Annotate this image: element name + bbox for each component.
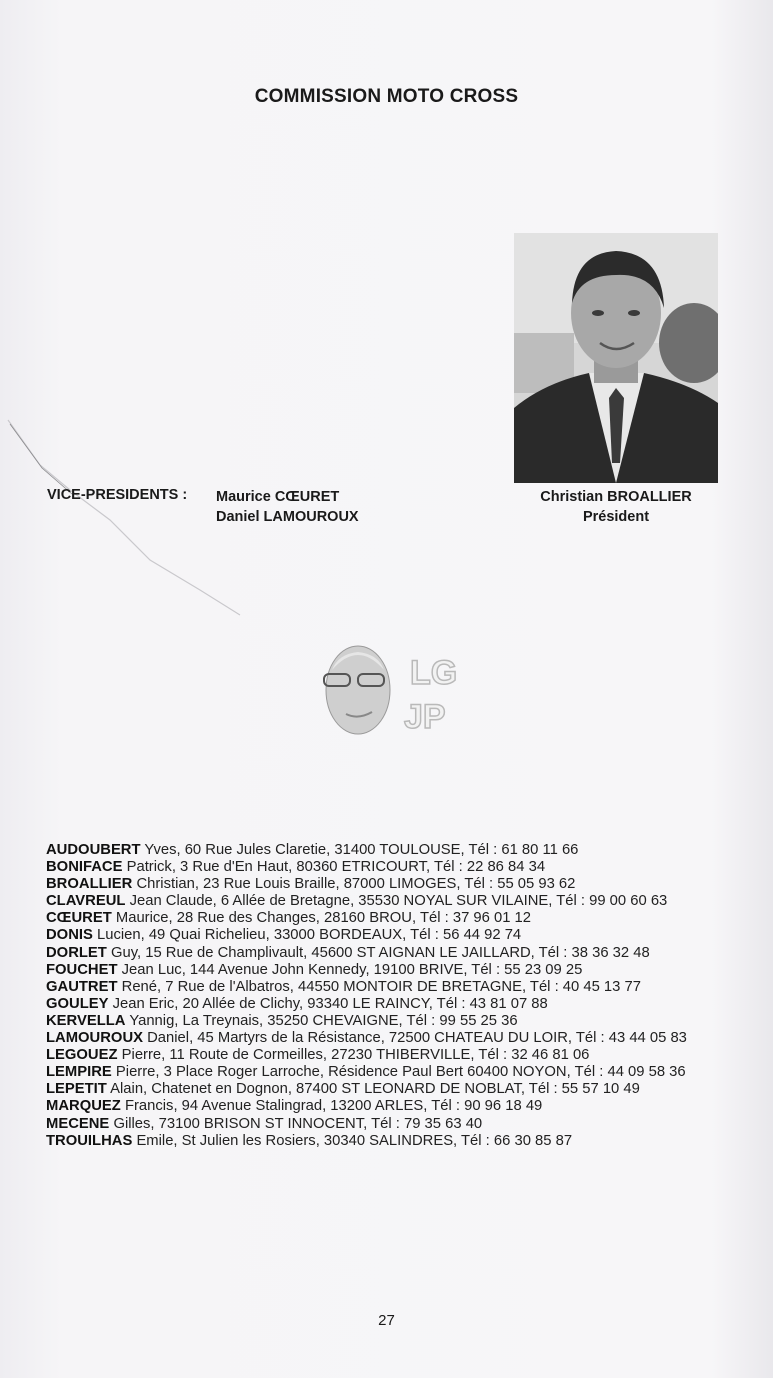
list-item bbox=[46, 979, 726, 996]
member-details: Lucien, 49 Quai Richelieu, 33000 BORDEAUX, Tél : 56 44 92 74 bbox=[97, 927, 522, 944]
member-surname: CŒURET bbox=[46, 910, 112, 927]
member-surname: LEMPIRE bbox=[46, 1064, 112, 1081]
member-surname: LEGOUEZ bbox=[46, 1047, 118, 1064]
list-item bbox=[46, 1081, 726, 1098]
member-details: Christian, 23 Rue Louis Braille, 87000 LIMOGES, Tél : 55 05 93 62 bbox=[136, 876, 576, 893]
member-surname: MARQUEZ bbox=[46, 1098, 121, 1115]
list-item bbox=[46, 1116, 726, 1133]
member-surname: DORLET bbox=[46, 944, 107, 961]
page-title: COMMISSION MOTO CROSS bbox=[254, 86, 519, 107]
list-item bbox=[46, 1133, 726, 1150]
member-surname: DONIS bbox=[46, 927, 93, 944]
member-details: Alain, Chatenet en Dognon, 87400 ST LEONARD DE NOBLAT, Tél : 55 57 10 49 bbox=[110, 1081, 640, 1098]
list-item bbox=[46, 842, 726, 859]
list-item bbox=[46, 945, 726, 962]
member-details: Pierre, 3 Place Roger Larroche, Résidence Paul Bert 60400 NOYON, Tél : 44 09 58 36 bbox=[115, 1064, 686, 1081]
list-item bbox=[46, 1064, 726, 1081]
member-surname: LAMOUROUX bbox=[46, 1030, 143, 1047]
member-details: Gilles, 73100 BRISON ST INNOCENT, Tél : 79 35 63 40 bbox=[113, 1115, 483, 1132]
list-item bbox=[46, 876, 726, 893]
member-list bbox=[46, 842, 726, 1150]
list-item bbox=[46, 1098, 726, 1115]
watermark-jp: JP bbox=[404, 698, 446, 736]
member-surname: AUDOUBERT bbox=[46, 842, 141, 858]
list-item bbox=[46, 893, 726, 910]
member-surname: BROALLIER bbox=[46, 876, 133, 893]
member-details: Francis, 94 Avenue Stalingrad, 13200 ARLES, Tél : 90 96 18 49 bbox=[124, 1098, 543, 1115]
list-item bbox=[46, 859, 726, 876]
list-item bbox=[46, 1047, 726, 1064]
member-details: Patrick, 3 Rue d'En Haut, 80360 ETRICOURT, Tél : 22 86 84 34 bbox=[126, 859, 546, 876]
president-caption bbox=[514, 487, 718, 527]
page-number: 27 bbox=[378, 1312, 395, 1329]
member-surname: KERVELLA bbox=[46, 1012, 126, 1029]
member-surname: GOULEY bbox=[46, 995, 109, 1012]
member-surname: MECENE bbox=[46, 1115, 110, 1132]
president-name: Christian BROALLIER bbox=[540, 489, 692, 505]
vice-president-name: Daniel LAMOUROUX bbox=[216, 509, 359, 525]
member-details: Jean Claude, 6 Allée de Bretagne, 35530 NOYAL SUR VILAINE, Tél : 99 00 60 63 bbox=[129, 893, 668, 910]
member-details: Emile, St Julien les Rosiers, 30340 SALINDRES, Tél : 66 30 85 87 bbox=[136, 1132, 573, 1149]
list-item bbox=[46, 1013, 726, 1030]
list-item bbox=[46, 1030, 726, 1047]
list-item bbox=[46, 927, 726, 944]
member-details: Guy, 15 Rue de Champlivault, 45600 ST AIGNAN LE JAILLARD, Tél : 38 36 32 48 bbox=[110, 944, 650, 961]
list-item bbox=[46, 996, 726, 1013]
member-surname: CLAVREUL bbox=[46, 893, 126, 910]
president-photo bbox=[514, 233, 718, 483]
member-surname: BONIFACE bbox=[46, 859, 123, 876]
vice-presidents-names bbox=[216, 487, 359, 527]
member-details: Pierre, 11 Route de Cormeilles, 27230 THIBERVILLE, Tél : 32 46 81 06 bbox=[121, 1047, 590, 1064]
member-details: René, 7 Rue de l'Albatros, 44550 MONTOIR DE BRETAGNE, Tél : 40 45 13 77 bbox=[121, 978, 641, 995]
member-details: Jean Luc, 144 Avenue John Kennedy, 19100 BRIVE, Tél : 55 23 09 25 bbox=[121, 961, 583, 978]
list-item bbox=[46, 962, 726, 979]
vice-president-name: Maurice CŒURET bbox=[216, 489, 340, 505]
member-surname: LEPETIT bbox=[46, 1081, 107, 1098]
member-details: Jean Eric, 20 Allée de Clichy, 93340 LE RAINCY, Tél : 43 81 07 88 bbox=[112, 995, 548, 1012]
member-surname: TROUILHAS bbox=[46, 1132, 133, 1149]
president-role: Président bbox=[582, 509, 650, 525]
member-details: Yannig, La Treynais, 35250 CHEVAIGNE, Tél : 99 55 25 36 bbox=[129, 1012, 518, 1029]
member-details: Daniel, 45 Martyrs de la Résistance, 72500 CHATEAU DU LOIR, Tél : 43 44 05 83 bbox=[147, 1030, 687, 1047]
member-surname: GAUTRET bbox=[46, 978, 118, 995]
vice-presidents-label: VICE-PRESIDENTS : bbox=[47, 487, 188, 503]
list-item bbox=[46, 910, 726, 927]
watermark-lg: LG bbox=[410, 654, 458, 692]
member-surname: FOUCHET bbox=[46, 961, 118, 978]
member-details: Yves, 60 Rue Jules Claretie, 31400 TOULOUSE, Tél : 61 80 11 66 bbox=[144, 842, 579, 858]
member-details: Maurice, 28 Rue des Changes, 28160 BROU, Tél : 37 96 01 12 bbox=[115, 910, 532, 927]
watermark-logo bbox=[318, 640, 458, 740]
